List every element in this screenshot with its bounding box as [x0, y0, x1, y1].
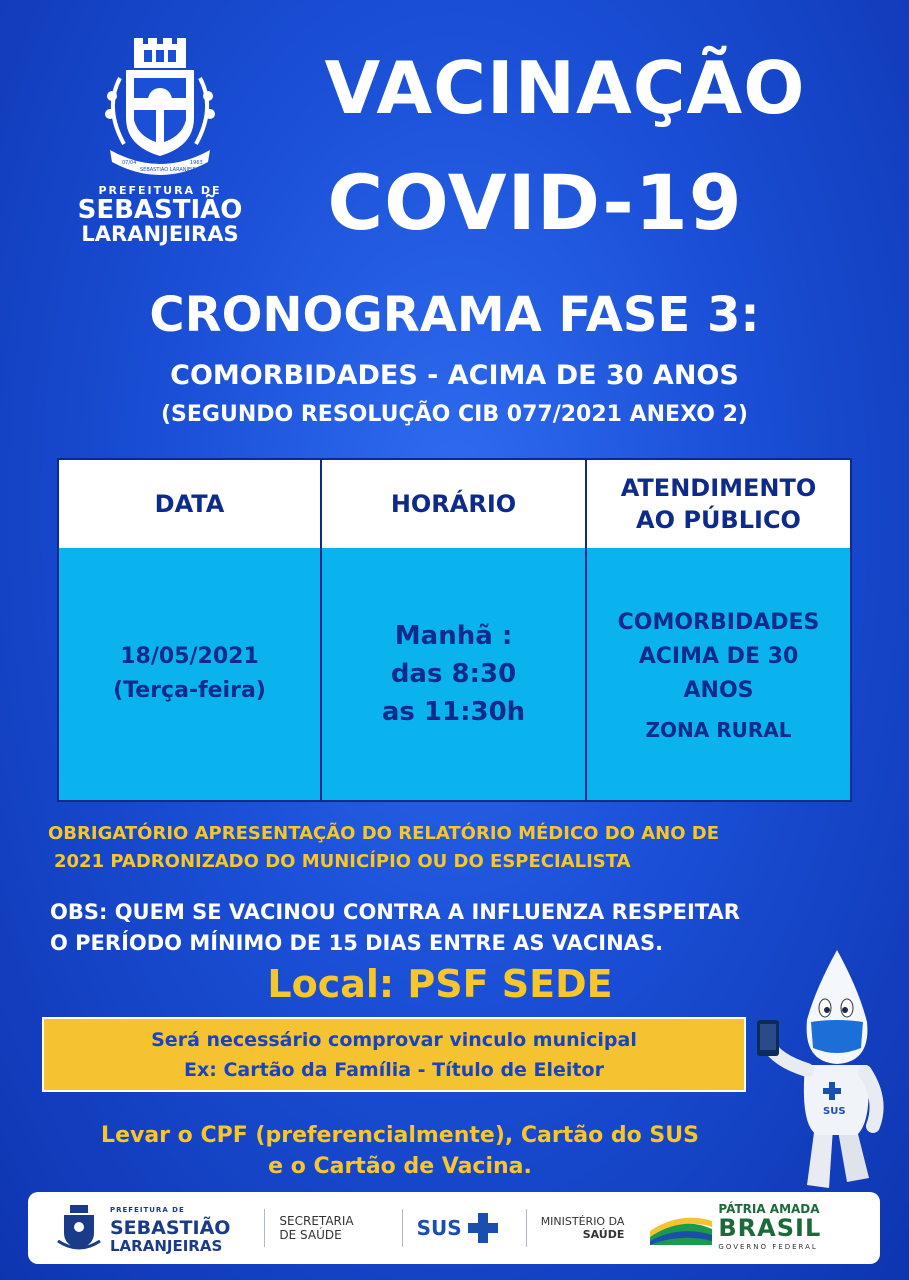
- proof-box: [42, 1017, 746, 1092]
- obs-line2: O PERÍODO MÍNIMO DE 15 DIAS ENTRE AS VACINAS.: [50, 931, 664, 955]
- proof-line2: Ex: Cartão da Família - Título de Eleitor: [184, 1059, 604, 1081]
- sus-cross-icon: [466, 1211, 500, 1245]
- coat-of-arms-icon: [90, 38, 230, 178]
- title-covid: COVID-19: [327, 158, 743, 247]
- table-row: [59, 548, 850, 800]
- date-value: 18/05/2021: [120, 644, 259, 669]
- att-line3: ANOS: [683, 678, 754, 703]
- weekday-value: (Terça-feira): [113, 678, 266, 703]
- proof-line1: Será necessário comprovar vinculo municipal: [151, 1029, 637, 1051]
- location-title: Local: PSF SEDE: [267, 962, 613, 1006]
- footer-name-line1: SEBASTIÃO: [110, 1217, 231, 1239]
- time-line3: as 11:30h: [381, 697, 526, 727]
- bring-documents: [20, 1120, 780, 1182]
- mascot-sus-text: SUS: [823, 1106, 846, 1117]
- subtitle: COMORBIDADES - ACIMA DE 30 ANOS: [170, 360, 739, 391]
- footer-ministerio: [541, 1215, 625, 1241]
- mascot-drop-icon: [745, 950, 905, 1195]
- footer-pre-text: PREFEITURA DE: [110, 1206, 185, 1214]
- cell-attendance: [587, 548, 850, 800]
- footer-sec-line2: DE SAÚDE: [279, 1228, 342, 1242]
- footer-min-line1: MINISTÉRIO DA: [540, 1215, 625, 1228]
- footer-patria-line2: BRASIL: [718, 1214, 822, 1242]
- logo-name-line2: LARANJEIRAS: [81, 222, 239, 246]
- time-line1: Manhã :: [394, 621, 513, 651]
- footer-patria-line3: GOVERNO FEDERAL: [718, 1243, 818, 1251]
- footer-prefeitura-logo: [56, 1201, 230, 1255]
- ring-center-text: SEBASTIÃO LARANJEIRAS: [140, 167, 203, 173]
- footer-sec-line1: SECRETARIA: [279, 1214, 354, 1228]
- schedule-table: [57, 458, 852, 802]
- cell-date: [59, 548, 322, 800]
- title-vacinacao: VACINAÇÃO: [324, 46, 806, 130]
- header-time: HORÁRIO: [322, 460, 587, 548]
- phase-title: CRONOGRAMA FASE 3:: [149, 287, 760, 343]
- bring-line1: Levar o CPF (preferencialmente), Cartão do SUS: [101, 1123, 699, 1148]
- footer-patria-logo: [650, 1201, 821, 1255]
- footer-name-line2: LARANJEIRAS: [110, 1237, 223, 1255]
- footer-divider: [402, 1209, 403, 1247]
- header-attendance: [587, 460, 850, 548]
- obs-line1: OBS: QUEM SE VACINOU CONTRA A INFLUENZA RESPEITAR: [50, 900, 740, 924]
- footer-bar: [28, 1192, 880, 1264]
- prefeitura-logo: [60, 38, 260, 253]
- att-zone: ZONA RURAL: [645, 718, 792, 742]
- footer-divider: [526, 1209, 527, 1247]
- logo-pre-text: PREFEITURA DE: [98, 184, 222, 197]
- ring-left-text: 07/04: [122, 160, 137, 166]
- logo-name-line1: SEBASTIÃO: [77, 195, 243, 225]
- header-date: DATA: [59, 460, 322, 548]
- resolution-note: (SEGUNDO RESOLUÇÃO CIB 077/2021 ANEXO 2): [160, 402, 748, 427]
- time-line2: das 8:30: [390, 659, 517, 689]
- bring-line2: e o Cartão de Vacina.: [268, 1154, 532, 1179]
- footer-patria-line1: PÁTRIA AMADA: [718, 1202, 820, 1216]
- att-line2: ACIMA DE 30: [638, 644, 799, 669]
- header-attendance-line2: AO PÚBLICO: [636, 506, 801, 534]
- header-attendance-line1: ATENDIMENTO: [620, 474, 817, 502]
- ring-right-text: 1963: [190, 160, 203, 166]
- footer-divider: [264, 1209, 265, 1247]
- footer-sus-logo: [417, 1211, 500, 1245]
- obs-notice: [50, 897, 850, 959]
- table-header-row: [59, 460, 850, 548]
- requirement-line2: 2021 PADRONIZADO DO MUNICÍPIO OU DO ESPECIALISTA: [54, 851, 631, 872]
- brasil-flag-icon: [650, 1211, 712, 1245]
- att-line1: COMORBIDADES: [617, 610, 820, 635]
- mascot-ze-gotinha: [745, 950, 905, 1195]
- footer-secretaria: [279, 1214, 353, 1242]
- footer-coat-of-arms-icon: [56, 1203, 102, 1253]
- requirement-notice: [48, 820, 868, 876]
- requirement-line1: OBRIGATÓRIO APRESENTAÇÃO DO RELATÓRIO MÉDICO DO ANO DE: [48, 823, 720, 844]
- footer-min-line2: SAÚDE: [582, 1228, 625, 1241]
- footer-sus-text: SUS: [416, 1216, 462, 1240]
- cell-time: [322, 548, 587, 800]
